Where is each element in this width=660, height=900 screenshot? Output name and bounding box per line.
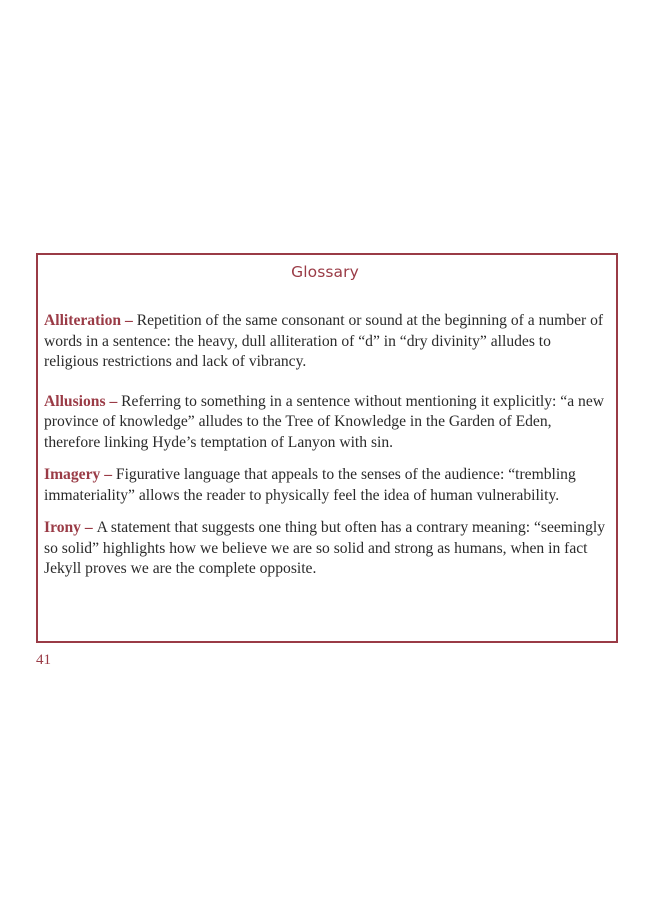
definition-allusions: Referring to something in a sentence without mentioning it explicitly: “a new province of knowledge” alludes to the Tree of Knowledge in the Garden of Eden, therefore linking Hyde’s temptation of Lanyon with sin. [44, 392, 604, 451]
glossary-entry-allusions [44, 392, 606, 454]
term-separator: – [105, 392, 122, 410]
term-alliteration: Alliteration [44, 312, 122, 329]
glossary-entry-alliteration [44, 311, 606, 373]
term-separator: – [100, 466, 116, 483]
page-number: 41 [36, 652, 51, 668]
definition-irony: A statement that suggests one thing but often has a contrary meaning: “seemingly so solid” highlights how we believe we are so solid and strong as humans, when in fact Jekyll proves we are the complete opposite. [44, 519, 605, 577]
term-separator: – [121, 312, 137, 329]
definition-imagery: Figurative language that appeals to the senses of the audience: “trembling immateriality” allows the reader to physically feel the idea of human vulnerability. [44, 466, 576, 504]
term-allusions: Allusions [44, 392, 106, 410]
glossary-box [36, 253, 618, 643]
term-imagery: Imagery [44, 466, 101, 483]
glossary-title: Glossary [291, 263, 359, 281]
definition-alliteration: Repetition of the same consonant or sound at the beginning of a number of words in a sentence: the heavy, dull alliteration of “d” in “dry divinity” alludes to religious restrictions and lack of vibrancy. [44, 312, 604, 370]
glossary-entry-irony [44, 518, 606, 580]
term-separator: – [80, 519, 97, 536]
term-irony: Irony [44, 519, 81, 536]
glossary-entry-imagery [44, 465, 606, 506]
